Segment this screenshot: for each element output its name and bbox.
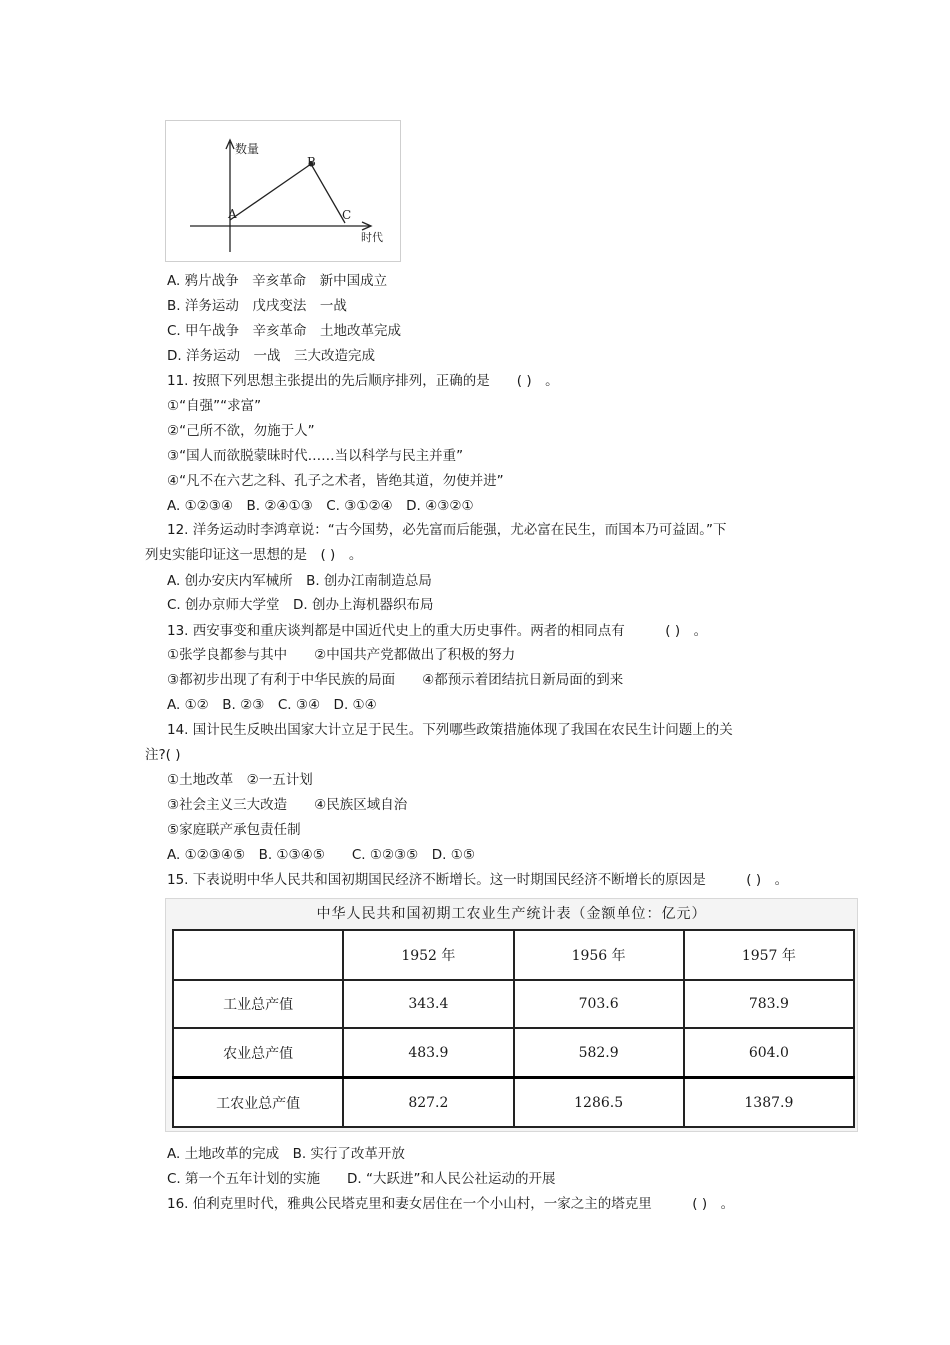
q15-options-ab: A. 土地改革的完成 B. 实行了改革开放 [167, 1146, 405, 1162]
q12-stem-line-2: 列史实能印证这一思想的是 ( ) 。 [145, 547, 363, 563]
table-cell: 827.2 [343, 1078, 513, 1127]
table-row [173, 980, 854, 1028]
q10-option-a: A. 鸦片战争 辛亥革命 新中国成立 [167, 273, 388, 289]
table-header-cell [173, 930, 343, 980]
q14-item-5: ⑤家庭联产承包责任制 [167, 822, 301, 838]
table-cell: 343.4 [343, 980, 513, 1028]
table-cell: 703.6 [514, 980, 684, 1028]
table-title: 中华人民共和国初期工农业生产统计表（金额单位：亿元） [316, 906, 707, 922]
point-c-label: C [342, 208, 352, 222]
table-header-row [173, 930, 854, 980]
table-header-cell: 1957 年 [684, 930, 854, 980]
q12-options-cd: C. 创办京师大学堂 D. 创办上海机器织布局 [167, 597, 434, 613]
q14-stem-line-2: 注?( ) [145, 747, 181, 763]
q11-item-3: ③“国人而欲脱蒙昧时代……当以科学与民主并重” [167, 448, 464, 464]
q10-option-d: D. 洋务运动 一战 三大改造完成 [167, 348, 375, 364]
y-axis-label: 数量 [235, 142, 260, 156]
q10-option-c: C. 甲午战争 辛亥革命 土地改革完成 [167, 323, 402, 339]
line-graph-figure [165, 120, 401, 262]
statistics-table [172, 929, 855, 1128]
x-axis-label: 时代 [361, 231, 383, 244]
q14-options: A. ①②③④⑤ B. ①③④⑤ C. ①②③⑤ D. ①⑤ [167, 847, 475, 863]
point-b-label: B [307, 155, 316, 169]
q14-items-1-2: ①土地改革 ②一五计划 [167, 772, 313, 788]
q15-stem: 15. 下表说明中华人民共和国初期国民经济不断增长。这一时期国民经济不断增长的原因是 ( ) 。 [167, 872, 789, 888]
point-a-label: A [228, 207, 237, 221]
q14-items-3-4: ③社会主义三大改造 ④民族区域自治 [167, 797, 408, 813]
q13-options: A. ①② B. ②③ C. ③④ D. ①④ [167, 697, 377, 713]
table-cell: 783.9 [684, 980, 854, 1028]
q11-item-1: ①“自强”“求富” [167, 398, 262, 414]
q13-stem: 13. 西安事变和重庆谈判都是中国近代史上的重大历史事件。两者的相同点有 ( ) 。 [167, 623, 708, 639]
table-cell: 604.0 [684, 1028, 854, 1077]
table-header-cell: 1956 年 [514, 930, 684, 980]
q11-item-2: ②“己所不欲，勿施于人” [167, 423, 315, 439]
table-header-cell: 1952 年 [343, 930, 513, 980]
table-cell: 工农业总产值 [173, 1078, 343, 1127]
table-cell: 1286.5 [514, 1078, 684, 1127]
table-row [173, 1078, 854, 1127]
table-row [173, 1028, 854, 1077]
table-cell: 1387.9 [684, 1078, 854, 1127]
q13-items-1-2: ①张学良都参与其中 ②中国共产党都做出了积极的努力 [167, 647, 516, 663]
table-cell: 工业总产值 [173, 980, 343, 1028]
q12-options-ab: A. 创办安庆内军械所 B. 创办江南制造总局 [167, 573, 432, 589]
q10-option-b: B. 洋务运动 戊戌变法 一战 [167, 298, 347, 314]
q14-stem-line-1: 14. 国计民生反映出国家大计立足于民生。下列哪些政策措施体现了我国在农民生计问题上的关 [167, 722, 733, 738]
q15-options-cd: C. 第一个五年计划的实施 D. “大跃进”和人民公社运动的开展 [167, 1171, 556, 1187]
q16-stem: 16. 伯利克里时代，雅典公民塔克里和妻女居住在一个小山村，一家之主的塔克里 ( ) 。 [167, 1196, 735, 1212]
table-cell: 582.9 [514, 1028, 684, 1077]
q12-stem-line-1: 12. 洋务运动时李鸿章说：“古今国势，必先富而后能强，尤必富在民生，而国本乃可益固。”下 [167, 522, 727, 538]
table-cell: 483.9 [343, 1028, 513, 1077]
statistics-table-figure [165, 898, 858, 1132]
q11-stem: 11. 按照下列思想主张提出的先后顺序排列，正确的是 ( ) 。 [167, 373, 559, 389]
q13-items-3-4: ③都初步出现了有利于中华民族的局面 ④都预示着团结抗日新局面的到来 [167, 672, 624, 688]
table-cell: 农业总产值 [173, 1028, 343, 1077]
q11-options: A. ①②③④ B. ②④①③ C. ③①②④ D. ④③②① [167, 498, 474, 514]
q11-item-4: ④“凡不在六艺之科、孔子之术者，皆绝其道，勿使并进” [167, 473, 504, 489]
